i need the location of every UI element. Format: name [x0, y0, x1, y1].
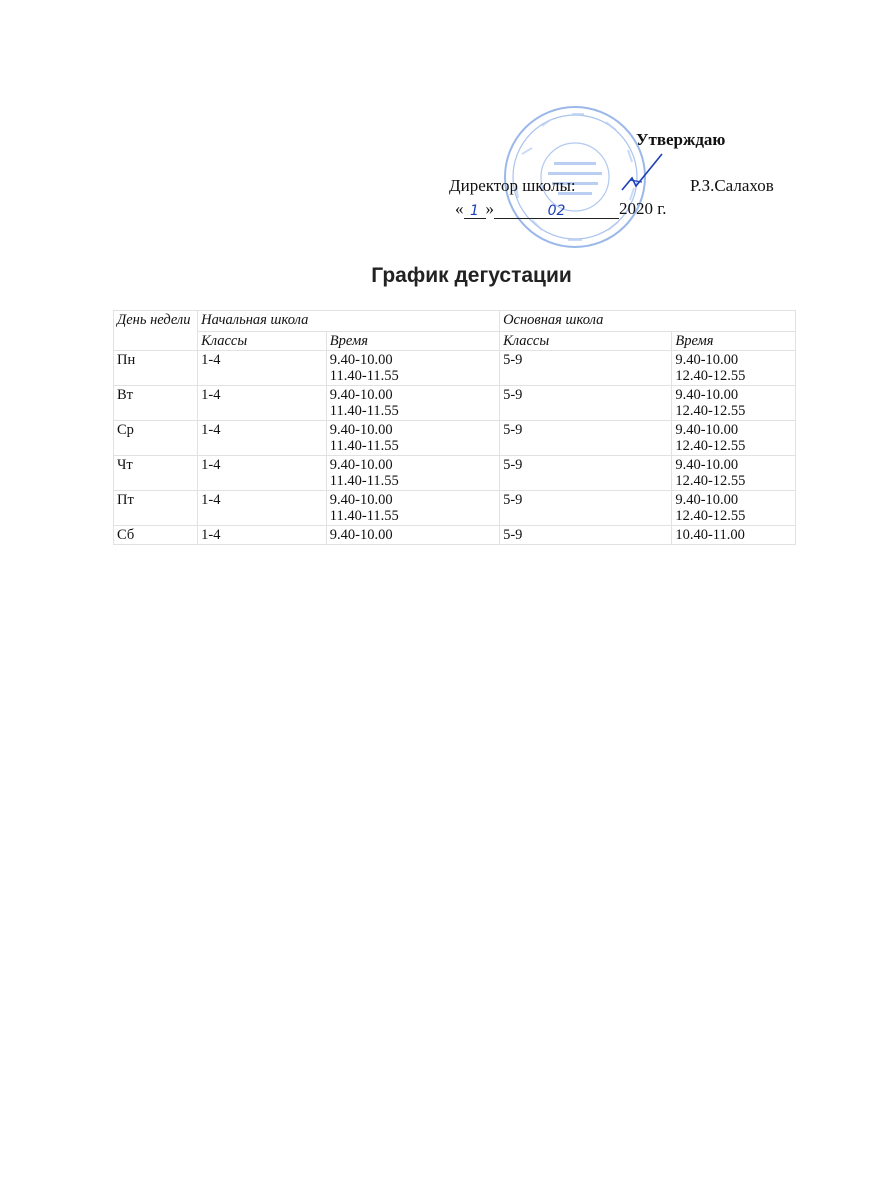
basic-school-header: Основная школа — [500, 311, 796, 332]
director-label: Директор школы: — [449, 176, 576, 195]
date-open-quote: « — [455, 199, 464, 218]
primary-classes-cell: 1-4 — [198, 421, 327, 456]
time-line: 9.40-10.00 — [329, 387, 393, 403]
day-cell: Сб — [114, 526, 198, 545]
basic-classes-cell: 5-9 — [500, 491, 672, 526]
table-row — [114, 351, 796, 386]
director-name: Р.З.Салахов — [690, 176, 774, 195]
time-line: 11.40-11.55 — [329, 473, 399, 489]
table-row — [114, 526, 796, 545]
basic-classes-cell: 5-9 — [500, 456, 672, 491]
basic-time-cell — [672, 491, 796, 526]
time-line: 12.40-12.55 — [675, 438, 746, 454]
table-row — [114, 491, 796, 526]
day-cell: Ср — [114, 421, 198, 456]
time-line: 9.40-10.00 — [675, 387, 739, 403]
date-month: 02 — [547, 203, 566, 219]
date-day: 1 — [470, 203, 479, 219]
time-line: 9.40-10.00 — [675, 457, 739, 473]
basic-time-cell — [672, 456, 796, 491]
time-line: 9.40-10.00 — [675, 422, 739, 438]
time-line: 11.40-11.55 — [329, 508, 399, 524]
primary-classes-cell: 1-4 — [198, 491, 327, 526]
basic-time-cell — [672, 526, 796, 545]
primary-time-header: Время — [326, 332, 499, 351]
time-line: 9.40-10.00 — [329, 352, 393, 368]
approval-date — [455, 199, 667, 219]
primary-classes-cell: 1-4 — [198, 456, 327, 491]
time-line: 9.40-10.00 — [329, 492, 393, 508]
primary-time-cell — [326, 351, 499, 386]
table-header-row — [114, 311, 796, 332]
time-line: 12.40-12.55 — [675, 368, 746, 384]
day-cell: Пн — [114, 351, 198, 386]
time-line: 12.40-12.55 — [675, 508, 746, 524]
day-cell: Вт — [114, 386, 198, 421]
time-line: 9.40-10.00 — [675, 352, 739, 368]
primary-time-cell — [326, 491, 499, 526]
time-line: 10.40-11.00 — [675, 527, 745, 543]
basic-classes-cell: 5-9 — [500, 526, 672, 545]
table-row — [114, 386, 796, 421]
basic-time-cell — [672, 351, 796, 386]
date-close-quote: » — [485, 199, 494, 218]
primary-time-cell — [326, 526, 499, 545]
table-subheader-row — [114, 332, 796, 351]
day-header: День недели — [114, 311, 198, 351]
primary-time-cell — [326, 421, 499, 456]
time-line: 9.40-10.00 — [675, 492, 739, 508]
primary-time-cell — [326, 456, 499, 491]
table-row — [114, 456, 796, 491]
day-cell: Пт — [114, 491, 198, 526]
primary-time-cell — [326, 386, 499, 421]
basic-time-cell — [672, 421, 796, 456]
primary-classes-header: Классы — [198, 332, 327, 351]
basic-time-header: Время — [672, 332, 796, 351]
time-line: 11.40-11.55 — [329, 368, 399, 384]
signature-icon — [612, 150, 672, 200]
time-line: 12.40-12.55 — [675, 403, 746, 419]
basic-time-cell — [672, 386, 796, 421]
time-line: 11.40-11.55 — [329, 403, 399, 419]
time-line: 11.40-11.55 — [329, 438, 399, 454]
primary-classes-cell: 1-4 — [198, 351, 327, 386]
time-line: 9.40-10.00 — [329, 527, 393, 543]
director-row — [449, 176, 774, 196]
primary-school-header: Начальная школа — [198, 311, 500, 332]
approval-title: Утверждаю — [636, 130, 726, 149]
day-cell: Чт — [114, 456, 198, 491]
primary-classes-cell: 1-4 — [198, 386, 327, 421]
basic-classes-cell: 5-9 — [500, 421, 672, 456]
document-title: График дегустации — [371, 264, 572, 287]
basic-classes-header: Классы — [500, 332, 672, 351]
time-line: 12.40-12.55 — [675, 473, 746, 489]
time-line: 9.40-10.00 — [329, 422, 393, 438]
basic-classes-cell: 5-9 — [500, 351, 672, 386]
primary-classes-cell: 1-4 — [198, 526, 327, 545]
date-year: 2020 г. — [619, 199, 667, 218]
tasting-schedule-table — [113, 310, 796, 545]
basic-classes-cell: 5-9 — [500, 386, 672, 421]
time-line: 9.40-10.00 — [329, 457, 393, 473]
table-row — [114, 421, 796, 456]
